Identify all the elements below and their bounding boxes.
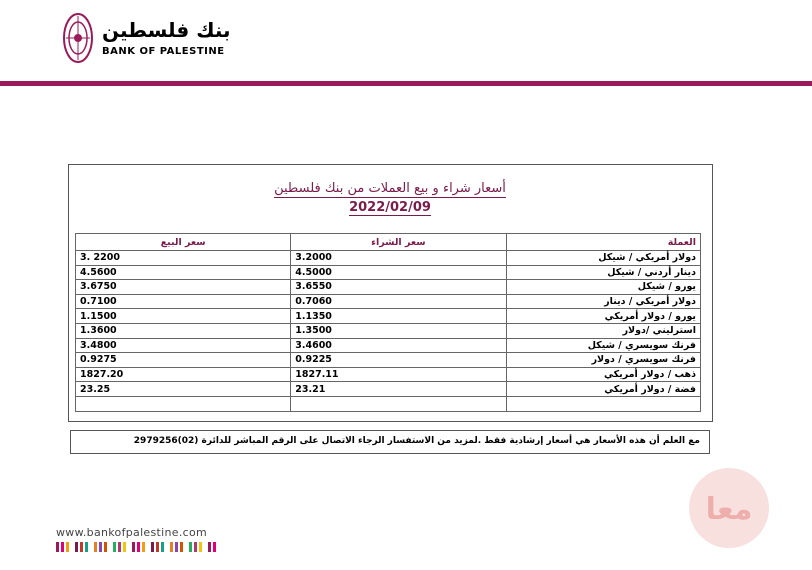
- footer-stripe: [213, 542, 216, 552]
- exchange-rates-table: [75, 233, 701, 412]
- footer-stripe: [80, 542, 83, 552]
- sell-rate-cell: 0.9275: [76, 353, 291, 368]
- table-row: [76, 338, 701, 353]
- footer-stripe: [194, 542, 197, 552]
- document-date: 2022/02/09: [349, 200, 431, 215]
- buy-rate-cell: 1.1350: [291, 309, 506, 324]
- table-row: [76, 367, 701, 382]
- footer-stripe: [189, 542, 192, 552]
- footer-stripe: [118, 542, 121, 552]
- sell-rate-cell: 3.4800: [76, 338, 291, 353]
- sell-rate-cell: 0.7100: [76, 294, 291, 309]
- currency-pair-cell: دولار أمريكي / دينار: [506, 294, 701, 309]
- currency-pair-cell: دينار أردني / شيكل: [506, 265, 701, 280]
- footer-stripe: [132, 542, 135, 552]
- footer-stripe: [170, 542, 173, 552]
- empty-cell: [506, 396, 701, 411]
- header-divider: [0, 81, 812, 86]
- currency-pair-cell: ذهب / دولار أمريكي: [506, 367, 701, 382]
- sell-rate-cell: 1.3600: [76, 323, 291, 338]
- buy-rate-cell: 0.9225: [291, 353, 506, 368]
- header-buy-rate: سعر الشراء: [291, 234, 506, 251]
- footer-stripe: [151, 542, 154, 552]
- currency-pair-cell: فرنك سويسري / دولار: [506, 353, 701, 368]
- footer-stripe: [180, 542, 183, 552]
- footer-stripe: [75, 542, 78, 552]
- footer-website: www.bankofpalestine.com: [56, 526, 208, 539]
- table-row: [76, 265, 701, 280]
- table-row: [76, 309, 701, 324]
- table-row-empty: [76, 396, 701, 411]
- disclaimer-note: مع العلم أن هذه الأسعار هي أسعار إرشادية فقط .لمزيد من الاستفسار الرجاء الاتصال على الرقم المباشر للدائرة (02)2979256: [133, 436, 700, 446]
- currency-pair-cell: دولار أمريكي / شيكل: [506, 251, 701, 266]
- footer-stripe: [66, 542, 69, 552]
- bank-name-arabic: بنك فلسطين: [102, 18, 231, 42]
- header-sell-rate: سعر البيع: [76, 234, 291, 251]
- buy-rate-cell: 1.3500: [291, 323, 506, 338]
- currency-pair-cell: يورو / دولار أمريكي: [506, 309, 701, 324]
- currency-pair-cell: فضة / دولار أمريكي: [506, 382, 701, 397]
- currency-pair-cell: استرليني /دولار: [506, 323, 701, 338]
- currency-pair-cell: يورو / شيكل: [506, 280, 701, 295]
- footer-stripe: [56, 542, 59, 552]
- header-currency: العملة: [506, 234, 701, 251]
- empty-cell: [291, 396, 506, 411]
- footer-stripe: [175, 542, 178, 552]
- empty-cell: [76, 396, 291, 411]
- footer-stripe: [208, 542, 211, 552]
- table-row: [76, 382, 701, 397]
- footer-stripe: [85, 542, 88, 552]
- buy-rate-cell: 4.5000: [291, 265, 506, 280]
- bank-logo: [62, 12, 231, 70]
- bank-name-english: BANK OF PALESTINE: [102, 46, 225, 57]
- footer-stripe: [113, 542, 116, 552]
- table-header-row: [76, 234, 701, 251]
- footer-stripe: [104, 542, 107, 552]
- table-row: [76, 294, 701, 309]
- table-row: [76, 251, 701, 266]
- table-row: [76, 323, 701, 338]
- buy-rate-cell: 23.21: [291, 382, 506, 397]
- sell-rate-cell: 3.6750: [76, 280, 291, 295]
- table-row: [76, 280, 701, 295]
- table-row: [76, 353, 701, 368]
- sell-rate-cell: 1827.20: [76, 367, 291, 382]
- footer-stripe: [199, 542, 202, 552]
- buy-rate-cell: 1827.11: [291, 367, 506, 382]
- sell-rate-cell: 4.5600: [76, 265, 291, 280]
- bank-seal-icon: [62, 12, 94, 64]
- watermark-logo-icon: [686, 465, 772, 551]
- footer-stripe: [156, 542, 159, 552]
- document-title: أسعار شراء و بيع العملات من بنك فلسطين: [274, 181, 506, 196]
- buy-rate-cell: 0.7060: [291, 294, 506, 309]
- sell-rate-cell: 1.1500: [76, 309, 291, 324]
- footer-stripe: [61, 542, 64, 552]
- footer-stripe: [99, 542, 102, 552]
- watermark-text: معا: [705, 492, 753, 527]
- currency-pair-cell: فرنك سويسري / شيكل: [506, 338, 701, 353]
- footer-stripe: [161, 542, 164, 552]
- sell-rate-cell: 3. 2200: [76, 251, 291, 266]
- footer-color-stripes: [56, 542, 216, 552]
- buy-rate-cell: 3.4600: [291, 338, 506, 353]
- buy-rate-cell: 3.2000: [291, 251, 506, 266]
- buy-rate-cell: 3.6550: [291, 280, 506, 295]
- footer-stripe: [142, 542, 145, 552]
- footer-stripe: [94, 542, 97, 552]
- footer-stripe: [137, 542, 140, 552]
- sell-rate-cell: 23.25: [76, 382, 291, 397]
- footer-stripe: [123, 542, 126, 552]
